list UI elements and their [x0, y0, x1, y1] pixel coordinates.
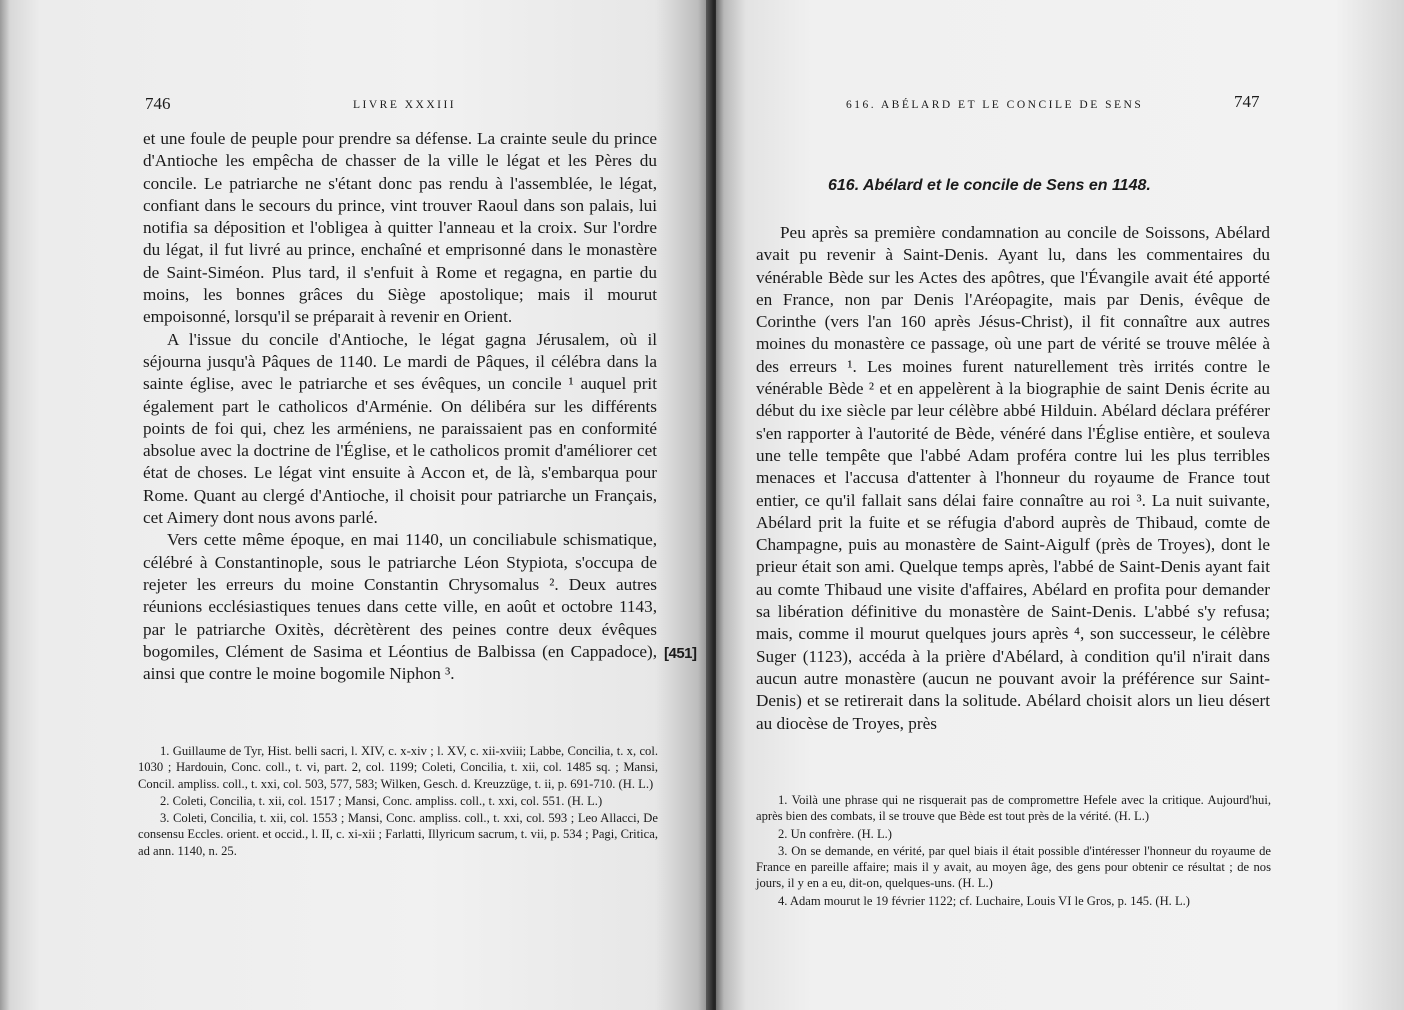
footnote: 2. Coleti, Concilia, t. xii, col. 1517 ; Mansi, Conc. ampliss. coll., t. xxi, col. 551. (H. L.): [160, 793, 603, 808]
footnote: 2. Un confrère. (H. L.): [778, 826, 892, 841]
left-running-head: LIVRE XXXIII: [353, 99, 457, 111]
footnote: 3. Coleti, Concilia, t. xii, col. 1553 ; Mansi, Conc. ampliss. coll., t. xxi, col. 593 ; Leo Allacci, De consensu Eccles. orient. et occid., l. II, c. xi-xii ; Farlatti, Illyricum sacrum, t. vii, p. 534 ; Pagi, Critica, ad ann. 1140, n. 25.: [138, 811, 658, 858]
footnote: 1. Guillaume de Tyr, Hist. belli sacri, l. XIV, c. x-xiv ; l. XV, c. xii-xviii; Labbe, Concilia, t. x, col. 1030 ; Hardouin, Conc. coll., t. vi, part. 2, col. 1199; Coleti, Concilia, t. xii, col. 1485 sq. ; Mansi, Concil. ampliss. coll., t. xxi, col. 503, 577, 583; Wilken, Gesch. d. Kreuzzüge, t. ii, p. 691-710. (H. L.): [138, 744, 658, 791]
right-footnotes: [756, 792, 1271, 910]
left-body: [143, 128, 657, 685]
right-paragraph: Peu après sa première condamnation au concile de Soissons, Abélard avait pu revenir à Saint-Denis. Ayant lu, dans les commentaires du vénérable Bède sur les Actes des apôtres, que l'Évangile avait été apporté en France, non par Denis l'Aréopagite, mais par Denis, évêque de Corinthe (vers l'an 160 après Jésus-Christ), il fit connaître aux autres moines du monastère ce passage, où une part de vérité se trouve mêlée à des erreurs ¹. Les moines furent naturellement très irrités contre le vénérable Bède ² et en appelèrent à la biographie de saint Denis écrite au début du ixe siècle par leur célèbre abbé Hilduin. Abélard déclara préférer s'en rapporter à l'autorité de Bède, vénéré dans l'Église entière, et souleva une telle tempête que l'abbé Adam proféra contre lui les plus terribles menaces et l'accusa d'attenter à l'honneur du royaume de France tout entier, ce qu'il fallait sans délai faire connaître au roi ³. La nuit suivante, Abélard prit la fuite et se réfugia d'abord auprès de Thibaud, comte de Champagne, puis au monastère de Saint-Aigulf (près de Troyes), dont le prieur était son ami. Quelque temps après, l'abbé de Saint-Denis ayant fait au comte Thibaud une visite d'affaires, Abélard en profita pour demander sa libération définitive du monastère de Saint-Denis. L'abbé s'y refusa; mais, comme il mourut quelques jours après ⁴, son successeur, le célèbre Suger (1123), accéda à la prière d'Abélard, à condition qu'il n'irait dans aucun autre monastère (aucun ne pouvant avoir la préférence sur Saint-Denis) et se retirerait dans la solitude. Abélard choisit alors un lieu désert au diocèse de Troyes, près: [756, 223, 1270, 733]
section-title: 616. Abélard et le concile de Sens en 1148.: [828, 177, 1151, 194]
left-footnotes: [138, 743, 658, 860]
left-paragraph: et une foule de peuple pour prendre sa défense. La crainte seule du prince d'Antioche les empêcha de chasser de la ville le légat et les Pères du concile. Le patriarche ne s'étant donc pas rendu à l'assemblée, le légat, confiant dans le secours du prince, vint trouver Raoul dans son palais, lui notifia sa déposition et l'obligea à quitter l'anneau et la croix. Sur l'ordre du légat, il fut livré au prince, enchaîné et emprisonné dans le monastère de Saint-Siméon. Plus tard, il s'enfuit à Rome et regagna, en partie du moins, les bonnes grâces du Siège apostolique; mais il mourut empoisonné, lorsqu'il se préparait à revenir en Orient.: [143, 129, 657, 327]
right-page-number: 747: [1234, 92, 1260, 111]
left-paragraph: Vers cette même époque, en mai 1140, un conciliabule schismatique, célébré à Constantinople, sous le patriarche Léon Stypiota, s'occupa de rejeter les erreurs du moine Constantin Chrysomalus ². Deux autres réunions ecclésiastiques tenues dans cette ville, en août et octobre 1143, par le patriarche Oxitès, décrètèrent des peines contre deux évêques bogomiles, Clément de Sasima et Léontius de Balbissa (en Cappadoce), ainsi que contre le moine bogomile Niphon ³.: [143, 530, 657, 684]
right-body: [756, 222, 1270, 735]
left-page-number: 746: [145, 94, 171, 113]
margin-page-reference: [451]: [664, 645, 697, 662]
right-page: [716, 0, 1404, 1010]
footnote: 4. Adam mourut le 19 février 1122; cf. Luchaire, Louis VI le Gros, p. 145. (H. L.): [778, 893, 1190, 908]
left-paragraph: A l'issue du concile d'Antioche, le légat gagna Jérusalem, où il séjourna jusqu'à Pâques de 1140. Le mardi de Pâques, il célébra dans la sainte église, avec le patriarche et ses évêques, un concile ¹ auquel prit également part le catholicos d'Arménie. On délibéra sur les différents points de foi qui, chez les arméniens, ne paraissaient pas en conformité absolue avec la doctrine de l'Église, et le catholicos promit d'améliorer cet état de choses. Le légat vint ensuite à Accon et, de là, s'embarqua pour Rome. Quant au clergé d'Antioche, il choisit pour patriarche un Français, cet Aimery dont nous avons parlé.: [143, 329, 657, 528]
right-running-head: 616. ABÉLARD ET LE CONCILE DE SENS: [846, 99, 1144, 111]
footnote: 1. Voilà une phrase qui ne risquerait pas de compromettre Hefele avec la critique. Aujourd'hui, après bien des combats, il se trouve que Bède est tout près de la vérité. (H. L.): [756, 793, 1271, 824]
footnote: 3. On se demande, en vérité, par quel biais il était possible d'intéresser l'honneur du royaume de France en pareille affaire; mais il y avait, au moyen âge, des gens pour obtenir ce résultat ; de nos jours, il y en a eu, dit-on, quelques-uns. (H. L.): [756, 843, 1271, 891]
